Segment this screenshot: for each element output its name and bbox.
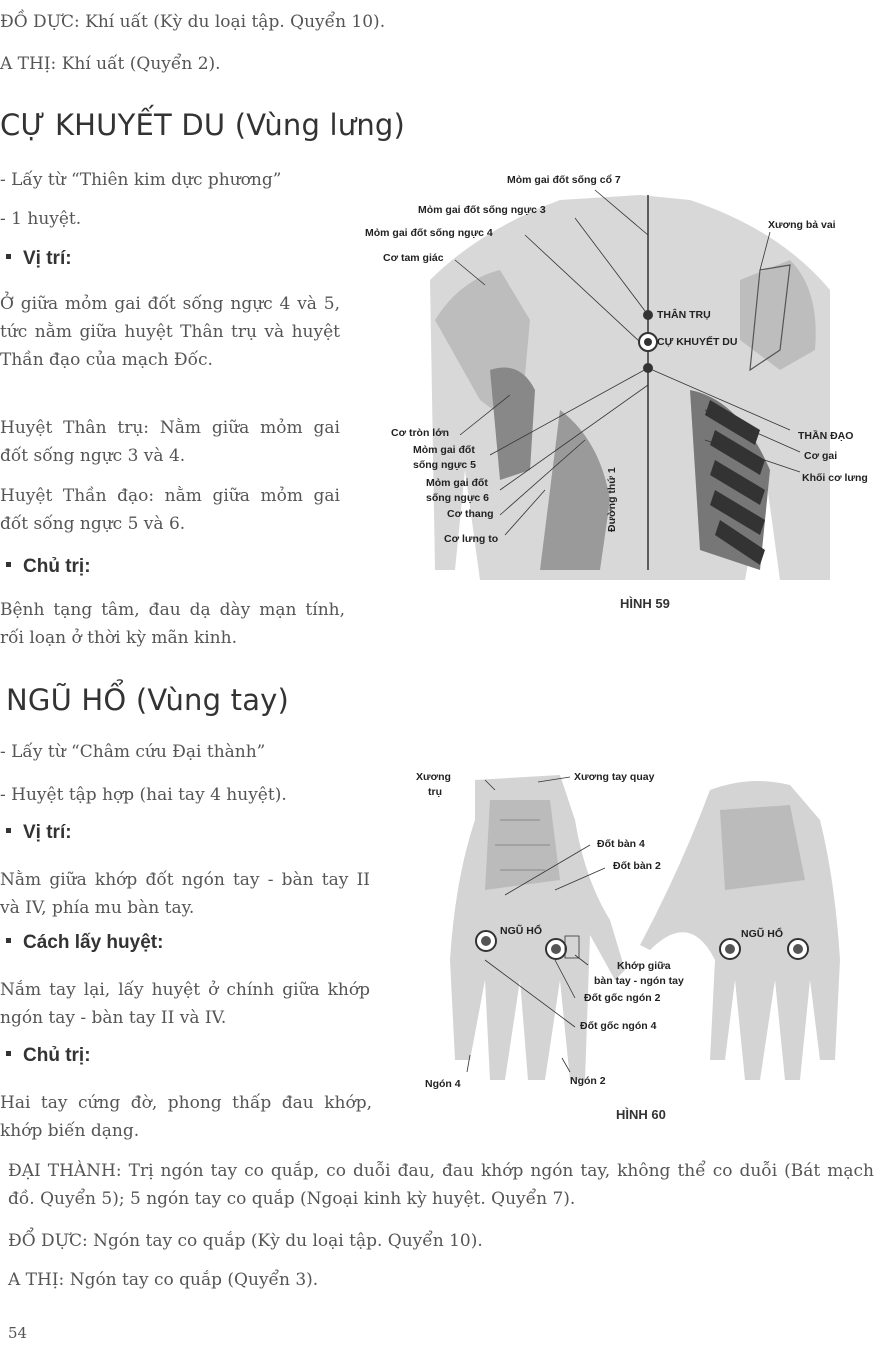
fig59-label-c7: Mỏm gai đốt sống cổ 7 bbox=[507, 174, 621, 186]
heading-label: Vị trí: bbox=[23, 248, 72, 269]
section-title-ngu-ho: NGŨ HỔ (Vùng tay) bbox=[6, 683, 290, 717]
section2-count: - Huyệt tập hợp (hai tay 4 huyệt). bbox=[0, 785, 287, 805]
intro-line-1: ĐỒ DỰC: Khí uất (Kỳ du loại tập. Quyển 10). bbox=[0, 12, 386, 32]
fig59-label-duong-thu-1 bbox=[606, 467, 618, 532]
fig60-label-ngu-ho-right: NGŨ HỔ bbox=[741, 928, 783, 940]
heading-label: Vị trí: bbox=[23, 822, 72, 843]
fig60-label-khop-giua-line2: bàn tay - ngón tay bbox=[594, 975, 684, 987]
fig59-label-co-tron-lon: Cơ tròn lớn bbox=[391, 427, 450, 439]
closing-do-duc: ĐỔ DỰC: Ngón tay co quắp (Kỳ du loại tập. Quyển 10). bbox=[8, 1231, 483, 1251]
heading-label: Cách lấy huyệt: bbox=[23, 932, 164, 953]
fig60-label-xuong-tru-line1: Xương bbox=[416, 771, 451, 783]
fig59-label-co-lung-to: Cơ lưng to bbox=[444, 533, 499, 545]
fig59-vertical-label-text: Đường thứ 1 bbox=[606, 467, 618, 532]
section-title-cu-khuyet-du: CỰ KHUYẾT DU (Vùng lưng) bbox=[0, 108, 406, 142]
bullet-icon bbox=[6, 562, 11, 567]
fig59-label-t6-line2: sống ngực 6 bbox=[426, 492, 490, 504]
fig59-label-co-gai: Cơ gai bbox=[804, 450, 838, 462]
closing-dai-thanh: ĐẠI THÀNH: Trị ngón tay co quắp, co duỗi đau, đau khớp ngón tay, không thể co duỗi (Bát mạch đồ. Quyển 5); 5 ngón tay co quắp (Ngoại kinh kỳ huyệt. Quyển 7). bbox=[8, 1161, 874, 1209]
section1-than-dao-text: Huyệt Thần đạo: nằm giữa mỏm gai đốt sống ngực 5 và 6. bbox=[0, 486, 340, 534]
section2-origin: - Lấy từ “Châm cứu Đại thành” bbox=[0, 742, 266, 762]
fig60-label-dot-goc-2: Đốt gốc ngón 2 bbox=[584, 992, 661, 1004]
section2-method-text: Nắm tay lại, lấy huyệt ở chính giữa khớp ngón tay - bàn tay II và IV. bbox=[0, 980, 370, 1028]
fig60-label-xuong-tay-quay: Xương tay quay bbox=[574, 771, 655, 783]
heading-label: Chủ trị: bbox=[23, 556, 91, 577]
fig60-label-khop-giua-line1: Khớp giữa bbox=[617, 960, 671, 972]
closing-a-thi: A THỊ: Ngón tay co quắp (Quyển 3). bbox=[8, 1270, 319, 1290]
section1-indication-heading bbox=[6, 556, 91, 578]
fig59-label-co-thang: Cơ thang bbox=[447, 508, 494, 520]
fig60-label-dot-ban-4: Đốt bàn 4 bbox=[597, 838, 645, 850]
fig60-label-ngon-2: Ngón 2 bbox=[570, 1075, 606, 1087]
bullet-icon bbox=[6, 254, 11, 259]
fig60-label-xuong-tru-line2: trụ bbox=[428, 786, 442, 798]
fig59-label-co-tam-giac: Cơ tam giác bbox=[383, 252, 444, 264]
fig60-label-ngon-4: Ngón 4 bbox=[425, 1078, 461, 1090]
fig59-label-khoi-co-lung: Khối cơ lưng bbox=[802, 472, 868, 484]
fig59-label-t4: Mỏm gai đốt sống ngực 4 bbox=[365, 227, 493, 239]
section1-location-heading bbox=[6, 248, 72, 270]
section1-origin: - Lấy từ “Thiên kim dực phương” bbox=[0, 170, 282, 190]
fig59-label-than-dao: THẦN ĐẠO bbox=[798, 430, 854, 442]
fig59-label-xuong-ba-vai: Xương bả vai bbox=[768, 219, 836, 231]
fig60-label-dot-goc-4: Đốt gốc ngón 4 bbox=[580, 1020, 657, 1032]
section1-location-text: Ở giữa mỏm gai đốt sống ngực 4 và 5, tức nằm giữa huyệt Thân trụ và huyệt Thần đạo của mạch Đốc. bbox=[0, 294, 340, 370]
fig59-label-t6-line1: Mỏm gai đốt bbox=[426, 477, 488, 489]
section1-indication-text: Bệnh tạng tâm, đau dạ dày mạn tính, rối loạn ở thời kỳ mãn kinh. bbox=[0, 600, 345, 648]
fig60-label-ngu-ho-left: NGŨ HỔ bbox=[500, 925, 542, 937]
section2-indication-text: Hai tay cứng đờ, phong thấp đau khớp, khớp biến dạng. bbox=[0, 1093, 372, 1141]
figure-59-caption: HÌNH 59 bbox=[620, 596, 670, 611]
fig60-label-dot-ban-2: Đốt bàn 2 bbox=[613, 860, 661, 872]
section1-than-tru-text: Huyệt Thân trụ: Nằm giữa mỏm gai đốt sống ngực 3 và 4. bbox=[0, 418, 340, 466]
figure-60-hands-illustration bbox=[410, 760, 880, 1100]
fig59-label-t3: Mỏm gai đốt sống ngực 3 bbox=[418, 204, 546, 216]
section1-count: - 1 huyệt. bbox=[0, 209, 82, 229]
bullet-icon bbox=[6, 828, 11, 833]
section2-indication-heading bbox=[6, 1045, 91, 1067]
heading-label: Chủ trị: bbox=[23, 1045, 91, 1066]
section2-location-text: Nằm giữa khớp đốt ngón tay - bàn tay II và IV, phía mu bàn tay. bbox=[0, 870, 370, 918]
section2-location-heading bbox=[6, 822, 72, 844]
fig59-label-cu-khuyet-du: CỰ KHUYẾT DU bbox=[657, 336, 738, 348]
fig59-label-t5-line1: Mỏm gai đốt bbox=[413, 444, 475, 456]
bullet-icon bbox=[6, 938, 11, 943]
intro-line-2: A THỊ: Khí uất (Quyển 2). bbox=[0, 54, 221, 74]
fig59-label-t5-line2: sống ngực 5 bbox=[413, 459, 477, 471]
figure-60-caption: HÌNH 60 bbox=[616, 1107, 666, 1122]
page-number: 54 bbox=[8, 1324, 28, 1342]
bullet-icon bbox=[6, 1051, 11, 1056]
fig59-label-than-tru: THÂN TRỤ bbox=[657, 309, 711, 321]
section2-method-heading bbox=[6, 932, 163, 954]
